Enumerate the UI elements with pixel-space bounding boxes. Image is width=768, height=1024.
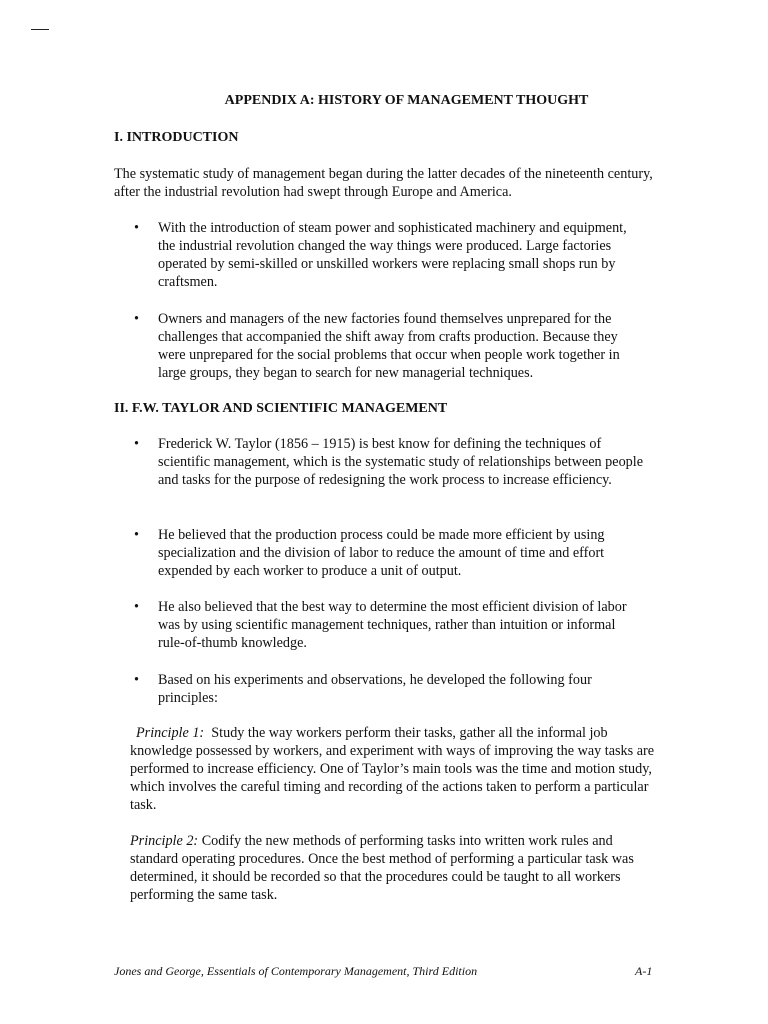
list-item — [134, 435, 644, 489]
list-item-text: He also believed that the best way to determine the most efficient division of labor was by using scientific management techniques, rather than intuition or informal rule-of-thumb knowledge. — [158, 599, 627, 651]
list-item — [134, 526, 644, 580]
list-item — [134, 598, 644, 652]
bullet-icon: • — [134, 436, 139, 452]
principle-label: Principle 1: — [136, 725, 205, 741]
principle-paragraph-2 — [130, 832, 660, 904]
principle-label: Principle 2: — [130, 833, 199, 849]
list-item-text: He believed that the production process could be made more efficient by using specialization and the division of labor to reduce the amount of time and effort expended by each worker to produce a unit of output. — [158, 527, 605, 579]
bullet-icon: • — [134, 672, 139, 688]
bullet-icon: • — [134, 599, 139, 615]
page-title: APPENDIX A: HISTORY OF MANAGEMENT THOUGHT — [224, 93, 589, 108]
page-number: A-1 — [635, 964, 653, 978]
list-item-text: Owners and managers of the new factories found themselves unprepared for the challenges that accompanied the shift away from crafts production. Because they were unprepared for the social problems that occur when people work together in large groups, they began to search for new managerial techniques. — [158, 311, 620, 381]
principle-text: Study the way workers perform their tasks, gather all the informal job knowledge possessed by workers, and experiment with ways of improving the way tasks are performed to increase efficiency. One of Taylor’s main tools was the time and motion study, which involves the careful timing and recording of the actions taken to perform a particular task. — [130, 725, 655, 813]
principle-paragraph-1 — [130, 724, 660, 814]
list-item — [134, 219, 644, 291]
section-heading-introduction: I. INTRODUCTION — [114, 130, 239, 145]
section-heading-taylor: II. F.W. TAYLOR AND SCIENTIFIC MANAGEMENT — [114, 401, 448, 416]
footer-citation: Jones and George, Essentials of Contemporary Management, Third Edition — [114, 964, 478, 978]
list-item-text: Frederick W. Taylor (1856 – 1915) is best know for defining the techniques of scientific management, which is the systematic study of relationships between people and tasks for the purpose of redesigning the work process to increase efficiency. — [158, 436, 644, 488]
list-item-text: With the introduction of steam power and sophisticated machinery and equipment, the industrial revolution changed the way things were produced. Large factories operated by semi-skilled or unskilled workers were replacing small shops run by craftsmen. — [158, 220, 627, 290]
corner-mark — [31, 29, 49, 30]
bullet-icon: • — [134, 220, 139, 236]
intro-paragraph: The systematic study of management began during the latter decades of the nineteenth century, after the industrial revolution had swept through Europe and America. — [114, 166, 653, 200]
bullet-icon: • — [134, 527, 139, 543]
list-item — [134, 671, 644, 707]
list-item — [134, 310, 644, 382]
principle-text: Codify the new methods of performing tasks into written work rules and standard operating procedures. Once the best method of performing a particular task was determined, it should be recorded so that the procedures could be taught to all workers performing the same task. — [130, 833, 634, 903]
list-item-text: Based on his experiments and observations, he developed the following four principles: — [158, 672, 592, 706]
bullet-icon: • — [134, 311, 139, 327]
